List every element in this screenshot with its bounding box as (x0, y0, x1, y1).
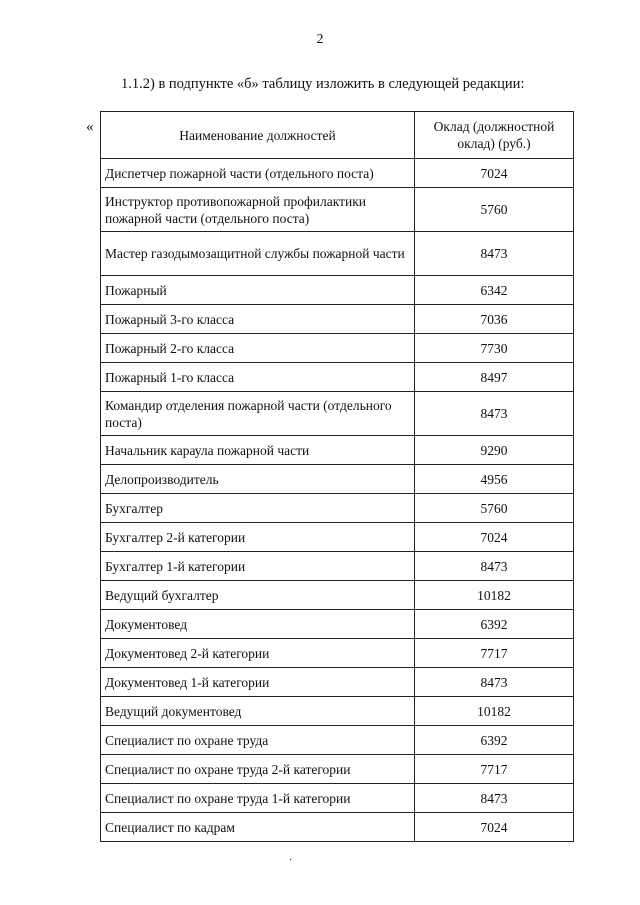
header-position-name: Наименование должностей (101, 112, 415, 159)
salary-cell: 8473 (415, 392, 574, 436)
salary-cell: 7024 (415, 159, 574, 188)
salary-table (100, 111, 574, 842)
position-name-cell: Бухгалтер 2-й категории (101, 523, 415, 552)
position-name-cell: Командир отделения пожарной части (отдельного поста) (101, 392, 415, 436)
position-name-cell: Пожарный 2-го класса (101, 334, 415, 363)
salary-cell: 8473 (415, 668, 574, 697)
salary-cell: 7730 (415, 334, 574, 363)
table-row (101, 305, 574, 334)
position-name-cell: Документовед 1-й категории (101, 668, 415, 697)
opening-quote-mark: « (86, 119, 94, 135)
table-row (101, 784, 574, 813)
table-row (101, 523, 574, 552)
position-name-cell: Специалист по охране труда 1-й категории (101, 784, 415, 813)
table-row (101, 755, 574, 784)
position-name-cell: Ведущий документовед (101, 697, 415, 726)
salary-cell: 10182 (415, 581, 574, 610)
salary-cell: 9290 (415, 436, 574, 465)
position-name-cell: Пожарный (101, 276, 415, 305)
table-row (101, 552, 574, 581)
salary-cell: 6392 (415, 726, 574, 755)
position-name-cell: Документовед (101, 610, 415, 639)
table-row (101, 159, 574, 188)
salary-cell: 6342 (415, 276, 574, 305)
salary-cell: 7024 (415, 813, 574, 842)
salary-cell: 8473 (415, 232, 574, 276)
salary-cell: 10182 (415, 697, 574, 726)
table-row (101, 276, 574, 305)
table-row (101, 392, 574, 436)
intro-paragraph: 1.1.2) в подпункте «б» таблицу изложить в следующей редакции: (121, 76, 525, 92)
position-name-cell: Документовед 2-й категории (101, 639, 415, 668)
table-row (101, 363, 574, 392)
salary-cell: 7717 (415, 755, 574, 784)
position-name-cell: Мастер газодымозащитной службы пожарной части (101, 232, 415, 276)
salary-cell: 7036 (415, 305, 574, 334)
position-name-cell: Специалист по охране труда (101, 726, 415, 755)
position-name-cell: Ведущий бухгалтер (101, 581, 415, 610)
salary-cell: 8473 (415, 552, 574, 581)
salary-cell: 5760 (415, 188, 574, 232)
salary-cell: 6392 (415, 610, 574, 639)
table-row (101, 334, 574, 363)
position-name-cell: Инструктор противопожарной профилактики пожарной части (отдельного поста) (101, 188, 415, 232)
salary-cell: 8473 (415, 784, 574, 813)
position-name-cell: Специалист по кадрам (101, 813, 415, 842)
table-row (101, 813, 574, 842)
position-name-cell: Начальник караула пожарной части (101, 436, 415, 465)
position-name-cell: Пожарный 1-го класса (101, 363, 415, 392)
table-row (101, 639, 574, 668)
position-name-cell: Диспетчер пожарной части (отдельного поста) (101, 159, 415, 188)
position-name-cell: Делопроизводитель (101, 465, 415, 494)
table-row (101, 668, 574, 697)
table-row (101, 581, 574, 610)
salary-cell: 7024 (415, 523, 574, 552)
table-row (101, 726, 574, 755)
table-row (101, 465, 574, 494)
table-header-row (101, 112, 574, 159)
table-row (101, 436, 574, 465)
salary-cell: 4956 (415, 465, 574, 494)
position-name-cell: Специалист по охране труда 2-й категории (101, 755, 415, 784)
table-row (101, 610, 574, 639)
table-row (101, 697, 574, 726)
position-name-cell: Бухгалтер (101, 494, 415, 523)
position-name-cell: Бухгалтер 1-й категории (101, 552, 415, 581)
salary-cell: 5760 (415, 494, 574, 523)
table-row (101, 232, 574, 276)
table-row (101, 494, 574, 523)
salary-cell: 8497 (415, 363, 574, 392)
salary-cell: 7717 (415, 639, 574, 668)
footer-mark: · (289, 855, 293, 866)
table-row (101, 188, 574, 232)
page-number: 2 (316, 32, 324, 47)
header-salary: Оклад (должностной оклад) (руб.) (415, 112, 574, 159)
position-name-cell: Пожарный 3-го класса (101, 305, 415, 334)
